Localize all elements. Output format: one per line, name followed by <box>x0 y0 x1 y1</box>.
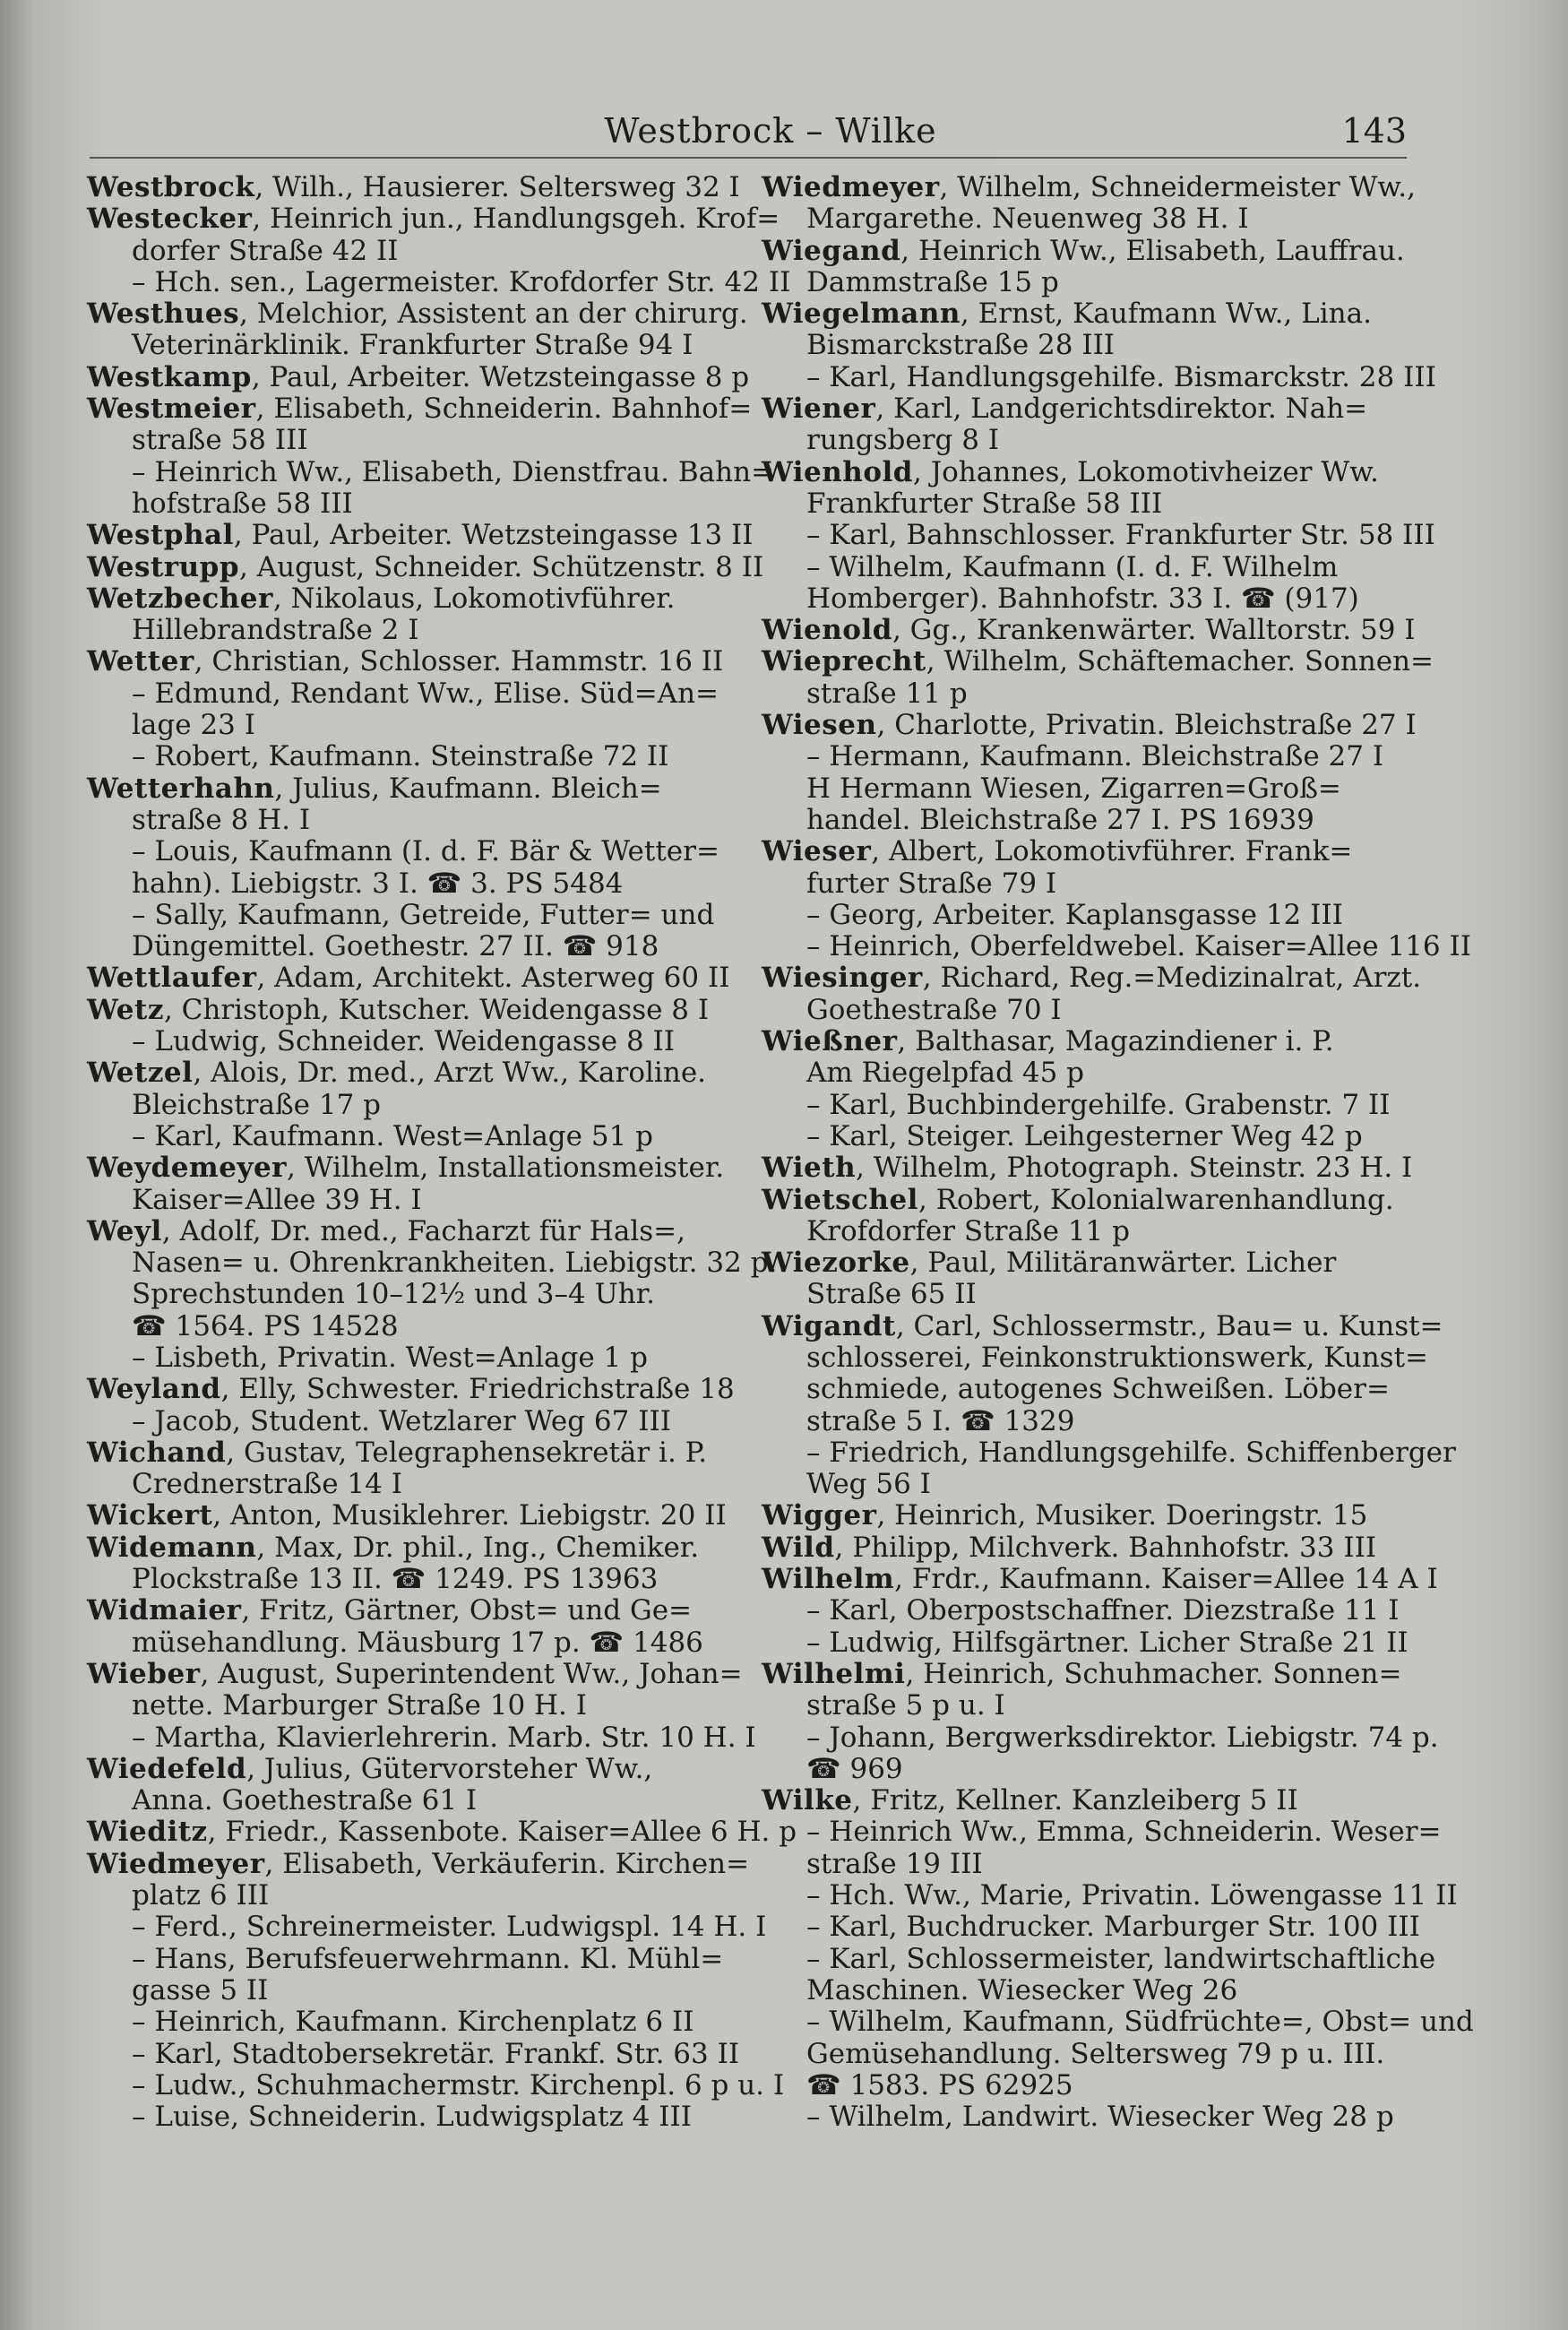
directory-entry: Wetter, Christian, Schlosser. Hammstr. 16 II <box>87 645 724 678</box>
directory-entry: Wieber, August, Superintendent Ww., Johan= <box>87 1657 743 1690</box>
directory-continuation: hahn). Liebigstr. 3 I. ☎ 3. PS 5484 <box>132 867 624 900</box>
directory-subentry: – Martha, Klavierlehrerin. Marb. Str. 10 H. I <box>132 1721 756 1754</box>
directory-entry: Weydemeyer, Wilhelm, Installationsmeister. <box>87 1152 725 1185</box>
directory-continuation: schmiede, autogenes Schweißen. Löber= <box>806 1373 1390 1406</box>
directory-subentry: – Edmund, Rendant Ww., Elise. Süd=An= <box>132 677 719 710</box>
directory-continuation: Nasen= u. Ohrenkrankheiten. Liebigstr. 32 p. <box>132 1247 778 1280</box>
directory-subentry: – Hermann, Kaufmann. Bleichstraße 27 I <box>806 740 1384 773</box>
directory-entry: Wetterhahn, Julius, Kaufmann. Bleich= <box>87 772 662 805</box>
page-number: 143 <box>1341 111 1407 151</box>
directory-entry: Wiener, Karl, Landgerichtsdirektor. Nah= <box>762 393 1368 426</box>
directory-subentry: – Karl, Kaufmann. West=Anlage 51 p <box>132 1119 653 1152</box>
directory-continuation: Hillebrandstraße 2 I <box>132 614 419 647</box>
directory-continuation: Kaiser=Allee 39 H. I <box>132 1183 422 1216</box>
directory-continuation: Goethestraße 70 I <box>806 993 1062 1026</box>
directory-entry: Wiedmeyer, Elisabeth, Verkäuferin. Kirchen= <box>87 1847 750 1880</box>
directory-entry: Wieth, Wilhelm, Photograph. Steinstr. 23 H. I <box>762 1152 1413 1185</box>
directory-entry: Wieprecht, Wilhelm, Schäftemacher. Sonnen= <box>762 645 1434 678</box>
directory-continuation: dorfer Straße 42 II <box>132 234 399 267</box>
directory-continuation: Bismarckstraße 28 III <box>806 329 1116 362</box>
directory-continuation: handel. Bleichstraße 27 I. PS 16939 <box>806 803 1314 836</box>
directory-entry: Westbrock, Wilh., Hausierer. Seltersweg 32 I <box>87 171 740 203</box>
directory-continuation: straße 5 I. ☎ 1329 <box>806 1404 1075 1437</box>
directory-entry: Wigandt, Carl, Schlossermstr., Bau= u. Kunst= <box>762 1309 1443 1342</box>
directory-subentry: – Wilhelm, Landwirt. Wiesecker Weg 28 p <box>806 2101 1394 2134</box>
directory-continuation: müsehandlung. Mäusburg 17 p. ☎ 1486 <box>132 1626 703 1659</box>
directory-entry: Wieser, Albert, Lokomotivführer. Frank= <box>762 835 1353 868</box>
directory-entry: Wild, Philipp, Milchverk. Bahnhofstr. 33 III <box>762 1531 1377 1564</box>
directory-continuation: rungsberg 8 I <box>806 424 1000 457</box>
directory-subentry: – Friedrich, Handlungsgehilfe. Schiffenberger <box>806 1436 1456 1469</box>
directory-continuation: ☎ 1583. PS 62925 <box>806 2068 1073 2101</box>
directory-continuation: ☎ 1564. PS 14528 <box>132 1309 399 1342</box>
directory-subentry: – Louis, Kaufmann (I. d. F. Bär & Wetter= <box>132 835 719 868</box>
directory-entry: Widmaier, Fritz, Gärtner, Obst= und Ge= <box>87 1594 693 1627</box>
page-title: Westbrock – Wilke <box>604 111 937 151</box>
directory-continuation: gasse 5 II <box>132 1973 269 2006</box>
directory-entry: Wiedmeyer, Wilhelm, Schneidermeister Ww., <box>762 171 1416 203</box>
directory-entry: Westrupp, August, Schneider. Schützenstr. 8 II <box>87 550 764 583</box>
directory-continuation: Am Riegelpfad 45 p <box>806 1057 1084 1090</box>
directory-continuation: Margarethe. Neuenweg 38 H. I <box>806 203 1249 236</box>
directory-entry: Wetz, Christoph, Kutscher. Weidengasse 8 I <box>87 993 710 1026</box>
directory-continuation: Veterinärklinik. Frankfurter Straße 94 I <box>132 329 694 362</box>
directory-subentry: – Ludw., Schuhmachermstr. Kirchenpl. 6 p u. I <box>132 2068 785 2101</box>
directory-entry: Wiedefeld, Julius, Gütervorsteher Ww., <box>87 1752 653 1785</box>
directory-subentry: – Karl, Bahnschlosser. Frankfurter Str. 58 III <box>806 519 1435 552</box>
directory-continuation: lage 23 I <box>132 709 255 742</box>
directory-continuation: Straße 65 II <box>806 1278 977 1311</box>
directory-entry: Wieditz, Friedr., Kassenbote. Kaiser=Allee 6 H. p <box>87 1816 797 1849</box>
directory-continuation: Plockstraße 13 II. ☎ 1249. PS 13963 <box>132 1563 659 1596</box>
directory-entry: Westecker, Heinrich jun., Handlungsgeh. Krof= <box>87 203 780 236</box>
directory-subentry: – Ludwig, Hilfsgärtner. Licher Straße 21 II <box>806 1626 1409 1659</box>
directory-subentry: – Karl, Steiger. Leihgesterner Weg 42 p <box>806 1119 1363 1152</box>
directory-entry: Wichand, Gustav, Telegraphensekretär i. P. <box>87 1436 708 1469</box>
directory-subentry: – Georg, Arbeiter. Kaplansgasse 12 III <box>806 898 1343 931</box>
directory-subentry: – Karl, Schlossermeister, landwirtschaftliche <box>806 1942 1436 1975</box>
directory-continuation: straße 19 III <box>806 1847 983 1880</box>
directory-subentry: – Ludwig, Schneider. Weidengasse 8 II <box>132 1025 676 1058</box>
directory-entry: Wiesen, Charlotte, Privatin. Bleichstraße 27 I <box>762 709 1417 742</box>
directory-continuation: Crednerstraße 14 I <box>132 1468 402 1501</box>
directory-subentry: – Karl, Stadtobersekretär. Frankf. Str. 63 II <box>132 2037 740 2070</box>
directory-continuation: hofstraße 58 III <box>132 487 353 520</box>
directory-entry: Wiezorke, Paul, Militäranwärter. Licher <box>762 1247 1337 1280</box>
directory-subentry: – Wilhelm, Kaufmann (I. d. F. Wilhelm <box>806 550 1339 583</box>
directory-subentry: – Heinrich Ww., Emma, Schneiderin. Weser= <box>806 1816 1442 1849</box>
directory-continuation: Düngemittel. Goethestr. 27 II. ☎ 918 <box>132 930 659 963</box>
directory-continuation: straße 11 p <box>806 677 968 710</box>
directory-subentry: – Karl, Buchdrucker. Marburger Str. 100 III <box>806 1911 1420 1944</box>
directory-entry: Wettlaufer, Adam, Architekt. Asterweg 60 II <box>87 962 730 995</box>
left-column <box>87 171 797 2134</box>
directory-entry: Westkamp, Paul, Arbeiter. Wetzsteingasse 8 p <box>87 360 750 393</box>
directory-subentry: – Ferd., Schreinermeister. Ludwigspl. 14 H. I <box>132 1911 767 1944</box>
directory-entry: Wiesinger, Richard, Reg.=Medizinalrat, Arzt. <box>762 962 1422 995</box>
directory-entry: Wienhold, Johannes, Lokomotivheizer Ww. <box>762 455 1379 488</box>
directory-entry: Wickert, Anton, Musiklehrer. Liebigstr. 20 II <box>87 1499 727 1532</box>
directory-entry: Wienold, Gg., Krankenwärter. Walltorstr. 59 I <box>762 614 1416 647</box>
directory-entry: Wilhelm, Frdr., Kaufmann. Kaiser=Allee 14 A I <box>762 1563 1438 1596</box>
directory-entry: Westhues, Melchior, Assistent an der chirurg. <box>87 298 748 331</box>
directory-continuation: Homberger). Bahnhofstr. 33 I. ☎ (917) <box>806 582 1359 615</box>
directory-entry: Wießner, Balthasar, Magazindiener i. P. <box>762 1025 1334 1058</box>
page-header <box>134 106 1407 160</box>
directory-subentry: – Karl, Oberpostschaffner. Diezstraße 11 I <box>806 1594 1400 1627</box>
directory-continuation: Sprechstunden 10–12½ und 3–4 Uhr. <box>132 1278 655 1311</box>
directory-subentry: – Heinrich, Oberfeldwebel. Kaiser=Allee 116 II <box>806 930 1471 963</box>
directory-continuation: Krofdorfer Straße 11 p <box>806 1214 1130 1247</box>
directory-continuation: straße 8 H. I <box>132 803 311 836</box>
directory-continuation: furter Straße 79 I <box>806 867 1057 900</box>
directory-subentry: – Hans, Berufsfeuerwehrmann. Kl. Mühl= <box>132 1942 724 1975</box>
directory-entry: Westphal, Paul, Arbeiter. Wetzsteingasse 13 II <box>87 519 754 552</box>
directory-entry: Weyland, Elly, Schwester. Friedrichstraße 18 <box>87 1373 735 1406</box>
directory-continuation: nette. Marburger Straße 10 H. I <box>132 1689 588 1722</box>
directory-continuation: platz 6 III <box>132 1879 270 1912</box>
directory-subentry: – Hch. sen., Lagermeister. Krofdorfer Str. 42 II <box>132 265 791 298</box>
directory-entry: Wilke, Fritz, Kellner. Kanzleiberg 5 II <box>762 1784 1298 1817</box>
directory-continuation: straße 5 p u. I <box>806 1689 1005 1722</box>
directory-entry: Wiegand, Heinrich Ww., Elisabeth, Lauffrau. <box>762 234 1405 267</box>
directory-continuation: Weg 56 I <box>806 1468 931 1501</box>
directory-continuation: Dammstraße 15 p <box>806 265 1059 298</box>
directory-continuation: schlosserei, Feinkonstruktionswerk, Kunst= <box>806 1341 1429 1374</box>
directory-subentry: – Heinrich Ww., Elisabeth, Dienstfrau. Bahn= <box>132 455 775 488</box>
directory-subentry: – Robert, Kaufmann. Steinstraße 72 II <box>132 740 669 773</box>
directory-continuation: H Hermann Wiesen, Zigarren=Groß= <box>806 772 1341 805</box>
header-rule <box>90 157 1407 159</box>
directory-subentry: – Karl, Buchbindergehilfe. Grabenstr. 7 II <box>806 1088 1391 1121</box>
directory-entry: Wietschel, Robert, Kolonialwarenhandlung. <box>762 1183 1394 1216</box>
directory-entry: Wilhelmi, Heinrich, Schuhmacher. Sonnen= <box>762 1657 1402 1690</box>
directory-entry: Widemann, Max, Dr. phil., Ing., Chemiker. <box>87 1531 700 1564</box>
directory-entry: Weyl, Adolf, Dr. med., Facharzt für Hals=, <box>87 1214 685 1247</box>
directory-subentry: – Jacob, Student. Wetzlarer Weg 67 III <box>132 1404 671 1437</box>
directory-subentry: – Luise, Schneiderin. Ludwigsplatz 4 III <box>132 2101 692 2134</box>
directory-entry: Westmeier, Elisabeth, Schneiderin. Bahnhof= <box>87 393 753 426</box>
directory-subentry: – Johann, Bergwerksdirektor. Liebigstr. 74 p. <box>806 1721 1439 1754</box>
directory-entry: Wetzbecher, Nikolaus, Lokomotivführer. <box>87 582 676 615</box>
right-column <box>762 171 1474 2134</box>
directory-continuation: Gemüsehandlung. Seltersweg 79 p u. III. <box>806 2037 1385 2070</box>
directory-continuation: straße 58 III <box>132 424 308 457</box>
directory-entry: Wigger, Heinrich, Musiker. Doeringstr. 15 <box>762 1499 1368 1532</box>
directory-subentry: – Wilhelm, Kaufmann, Südfrüchte=, Obst= und <box>806 2006 1474 2039</box>
directory-subentry: – Karl, Handlungsgehilfe. Bismarckstr. 28 III <box>806 360 1436 393</box>
directory-subentry: – Sally, Kaufmann, Getreide, Futter= und <box>132 898 715 931</box>
directory-continuation: Frankfurter Straße 58 III <box>806 487 1163 520</box>
directory-subentry: – Heinrich, Kaufmann. Kirchenplatz 6 II <box>132 2006 694 2039</box>
directory-continuation: Maschinen. Wiesecker Weg 26 <box>806 1973 1238 2006</box>
directory-subentry: – Hch. Ww., Marie, Privatin. Löwengasse 11 II <box>806 1879 1458 1912</box>
directory-entry: Wetzel, Alois, Dr. med., Arzt Ww., Karoline. <box>87 1057 707 1090</box>
directory-continuation: ☎ 969 <box>806 1752 903 1785</box>
directory-continuation: Bleichstraße 17 p <box>132 1088 382 1121</box>
directory-continuation: Anna. Goethestraße 61 I <box>132 1784 478 1817</box>
directory-subentry: – Lisbeth, Privatin. West=Anlage 1 p <box>132 1341 648 1374</box>
directory-entry: Wiegelmann, Ernst, Kaufmann Ww., Lina. <box>762 298 1372 331</box>
